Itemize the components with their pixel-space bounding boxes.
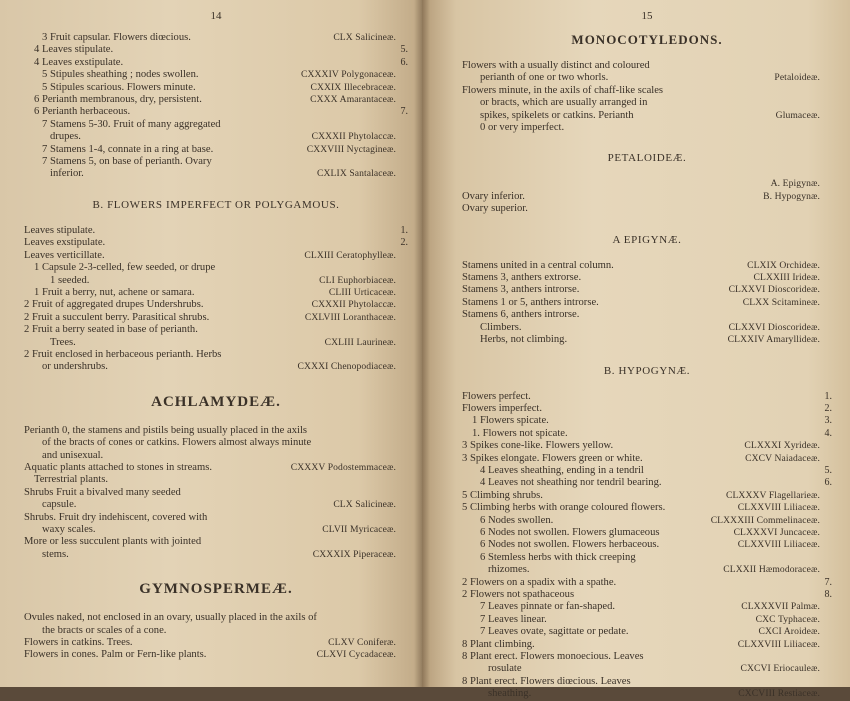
- key-line: [24, 57, 408, 69]
- key-text: rhizomes.: [488, 564, 530, 576]
- key-text: sheathing.: [488, 688, 532, 700]
- key-text: Leaves exstipulate.: [24, 237, 106, 249]
- key-text: the bracts or scales of a cone.: [42, 624, 167, 636]
- key-text: 5 Climbing shrubs.: [462, 489, 543, 501]
- lead-number: 6.: [400, 56, 408, 68]
- key-text: Leaves stipulate.: [24, 224, 96, 236]
- key-line: [24, 337, 408, 349]
- family-reference: CLXXXVII Palmæ.: [741, 601, 820, 613]
- key-text: inferior.: [50, 168, 84, 180]
- key-line: [24, 106, 408, 118]
- family-reference: CLVII Myricaceæ.: [322, 524, 396, 535]
- key-text: Flowers with a usually distinct and coloured: [462, 60, 650, 71]
- section-heading: B. FLOWERS IMPERFECT OR POLYGAMOUS.: [92, 198, 340, 211]
- family-reference: CXCVIII Restiaceæ.: [738, 688, 820, 700]
- key-line: [462, 477, 832, 489]
- key-line: [24, 499, 408, 511]
- lead-number: 1.: [824, 390, 832, 402]
- key-text: 6 Perianth membranous, dry, persistent.: [34, 94, 202, 106]
- section-heading: A EPIGYNÆ.: [612, 233, 682, 246]
- key-text: Stamens 1 or 5, anthers introrse.: [462, 296, 599, 308]
- key-line: [462, 688, 832, 700]
- key-text: 4 Leaves exstipulate.: [34, 56, 124, 68]
- family-reference: CLXXII Hæmodoraceæ.: [723, 564, 820, 576]
- key-text: 1 Fruit a berry, nut, achene or samara.: [34, 286, 195, 298]
- key-line: [24, 225, 408, 237]
- family-reference: CXXX Amarantaceæ.: [310, 94, 396, 106]
- key-text: drupes.: [50, 131, 81, 143]
- key-line: [462, 428, 832, 440]
- family-reference: CXLVIII Loranthaceæ.: [304, 311, 396, 323]
- key-line: [462, 297, 832, 309]
- key-line: [462, 284, 832, 296]
- key-line: [24, 119, 408, 131]
- key-line: [24, 168, 408, 180]
- key-text: Terrestrial plants.: [34, 474, 108, 486]
- family-reference: CXLIX Santalaceæ.: [317, 168, 396, 180]
- key-line: [462, 589, 832, 601]
- key-text: Shrubs Fruit a bivalved many seeded: [24, 486, 181, 498]
- key-line: [24, 69, 408, 81]
- key-text: 4 Leaves stipulate.: [34, 44, 114, 56]
- family-reference: CXXXV Podostemmaceæ.: [290, 461, 396, 473]
- family-reference: CXLIII Laurineæ.: [324, 336, 396, 348]
- family-reference: CLI Euphorbiaceæ.: [319, 274, 396, 286]
- key-line: [462, 110, 832, 122]
- lead-number: 4.: [824, 427, 832, 439]
- key-line: [462, 601, 832, 613]
- key-text: or bracts, which are usually arranged in: [480, 97, 648, 109]
- key-text: stems.: [42, 548, 69, 560]
- family-reference: Glumaceæ.: [775, 109, 820, 121]
- key-line: [462, 676, 832, 688]
- key-text: 1 Capsule 2-3-celled, few seeded, or drupe: [34, 262, 216, 274]
- key-line: [462, 552, 832, 564]
- lead-number: 1.: [400, 224, 408, 236]
- key-text: Stamens united in a central column.: [462, 259, 614, 271]
- key-text: or undershrubs.: [42, 361, 108, 373]
- key-text: 5 Stipules scarious. Flowers minute.: [42, 81, 196, 93]
- right-page: [422, 0, 850, 700]
- key-line: [24, 237, 408, 249]
- key-line: [462, 564, 832, 576]
- family-reference: CXCVI Eriocauleæ.: [740, 663, 820, 675]
- key-block: [24, 32, 408, 181]
- key-text: Perianth 0, the stamens and pistils being usually placed in the axils: [24, 424, 308, 436]
- lead-number: 7.: [400, 106, 408, 118]
- key-text: waxy scales.: [42, 524, 96, 535]
- key-line: [462, 440, 832, 452]
- key-text: Aquatic plants attached to stones in streams.: [24, 461, 212, 473]
- key-text: Shrubs. Fruit dry indehiscent, covered with: [24, 511, 208, 523]
- key-text: Flowers in catkins. Trees.: [24, 637, 133, 649]
- key-text: and unisexual.: [42, 449, 104, 461]
- key-text: Trees.: [50, 336, 76, 348]
- key-line: [462, 260, 832, 272]
- key-block: [462, 391, 832, 701]
- key-text: spikes, spikelets or catkins. Perianth: [480, 109, 634, 121]
- key-text: 2 Flowers not spathaceous: [462, 589, 575, 600]
- key-line: [24, 524, 408, 536]
- key-text: 3 Fruit capsular. Flowers diœcious.: [42, 32, 191, 43]
- key-text: Flowers perfect.: [462, 390, 531, 402]
- family-reference: CLXVI Cycadaceæ.: [316, 649, 396, 661]
- key-line: [462, 465, 832, 477]
- key-line: [462, 663, 832, 675]
- key-line: [462, 577, 832, 589]
- key-line: [462, 85, 832, 97]
- key-line: [24, 649, 408, 661]
- key-line: [24, 156, 408, 168]
- key-line: [24, 512, 408, 524]
- key-line: [462, 651, 832, 663]
- family-reference: Petaloideæ.: [774, 72, 820, 84]
- key-line: [462, 272, 832, 284]
- key-line: [462, 403, 832, 415]
- lead-number: 8.: [824, 589, 832, 600]
- family-reference: CLX Salicineæ.: [333, 32, 396, 43]
- family-reference: CLXXXI Xyrideæ.: [744, 440, 820, 452]
- lead-number: 2.: [400, 237, 408, 249]
- key-text: Stamens 6, anthers introrse.: [462, 309, 580, 321]
- page-number: 15: [641, 10, 653, 22]
- key-text: Flowers imperfect.: [462, 402, 543, 414]
- key-line: [462, 490, 832, 502]
- key-line: [462, 391, 832, 403]
- key-line: [462, 626, 832, 638]
- key-line: [462, 334, 832, 346]
- key-line: [24, 450, 408, 462]
- lead-number: 6.: [824, 477, 832, 489]
- key-text: 8 Plant climbing.: [462, 638, 535, 650]
- key-line: [462, 515, 832, 527]
- family-reference: CXXVIII Nyctagineæ.: [306, 143, 396, 155]
- key-line: [462, 539, 832, 551]
- key-text: Ovary superior.: [462, 203, 528, 215]
- key-line: [462, 97, 832, 109]
- key-line: [462, 527, 832, 539]
- key-text: rosulate: [488, 663, 522, 675]
- key-line: [24, 349, 408, 361]
- key-line: [24, 44, 408, 56]
- family-reference: A. Epigynæ.: [770, 178, 820, 190]
- family-reference: CLXXVI Dioscorideæ.: [728, 321, 820, 333]
- key-text: 7 Leaves pinnate or fan-shaped.: [480, 601, 616, 613]
- key-line: [24, 262, 408, 274]
- family-reference: CXCI Aroideæ.: [758, 626, 820, 638]
- key-text: 1 seeded.: [50, 274, 90, 286]
- key-text: Leaves verticillate.: [24, 249, 105, 261]
- key-text: Flowers minute, in the axils of chaff-like scales: [462, 84, 664, 96]
- section-heading: GYMNOSPERMEÆ.: [139, 581, 293, 598]
- family-reference: CLXXVIII Liliaceæ.: [737, 502, 820, 514]
- key-line: [462, 191, 832, 203]
- lead-number: 3.: [824, 415, 832, 427]
- key-line: [24, 625, 408, 637]
- family-reference: CLXXXVI Juncaceæ.: [733, 526, 820, 538]
- family-reference: CLXX Scitamineæ.: [742, 296, 820, 308]
- family-reference: CXXXIV Polygonaceæ.: [301, 69, 396, 81]
- key-text: 7 Stamens 1-4, connate in a ring at base.: [42, 143, 214, 155]
- key-line: [462, 639, 832, 651]
- key-line: [462, 453, 832, 465]
- key-line: [462, 415, 832, 427]
- key-block: [24, 225, 408, 374]
- key-line: [24, 275, 408, 287]
- key-line: [462, 309, 832, 321]
- key-text: 7 Leaves ovate, sagittate or pedate.: [480, 626, 629, 638]
- section-heading: PETALOIDEÆ.: [607, 152, 687, 165]
- key-block: [24, 612, 408, 662]
- key-text: More or less succulent plants with jointed: [24, 536, 202, 548]
- key-text: 5 Climbing herbs with orange coloured flowers.: [462, 502, 666, 514]
- key-line: [462, 203, 832, 215]
- key-line: [462, 178, 832, 190]
- family-reference: CLXXIII Irideæ.: [753, 272, 820, 284]
- key-text: 6 Nodes swollen.: [480, 514, 554, 526]
- key-text: 2 Fruit of aggregated drupes Undershrubs.: [24, 299, 204, 311]
- key-text: 1 Flowers spicate.: [472, 415, 549, 427]
- page-number: 14: [210, 10, 222, 22]
- family-reference: CXXXII Phytolaccæ.: [311, 299, 396, 311]
- key-text: Ovary inferior.: [462, 190, 525, 202]
- key-text: 7 Stamens 5, on base of perianth. Ovary: [42, 156, 212, 168]
- family-reference: CXXIX Illecebraceæ.: [310, 81, 396, 93]
- key-line: [462, 122, 832, 134]
- key-line: [462, 322, 832, 334]
- key-text: 6 Nodes not swollen. Flowers herbaceous.: [480, 539, 660, 551]
- family-reference: CXXXII Phytolaccæ.: [311, 131, 396, 143]
- key-text: Stamens 3, anthers extrorse.: [462, 272, 582, 284]
- key-line: [462, 614, 832, 626]
- key-text: of the bracts of cones or catkins. Flowers almost always minute: [42, 437, 312, 449]
- key-line: [24, 612, 408, 624]
- key-line: [24, 637, 408, 649]
- key-line: [24, 474, 408, 486]
- family-reference: CLXIII Ceratophylleæ.: [304, 249, 396, 261]
- key-line: [24, 287, 408, 299]
- key-text: 2 Fruit a berry seated in base of perianth.: [24, 324, 198, 336]
- key-line: [462, 72, 832, 84]
- key-text: 2 Flowers on a spadix with a spathe.: [462, 576, 617, 588]
- family-reference: B. Hypogynæ.: [763, 190, 820, 202]
- key-text: 7 Stamens 5-30. Fruit of many aggregated: [42, 118, 221, 130]
- key-line: [24, 299, 408, 311]
- key-text: 1. Flowers not spicate.: [472, 427, 568, 439]
- key-line: [24, 312, 408, 324]
- family-reference: CXXXIX Piperaceæ.: [312, 548, 396, 560]
- family-reference: CLIII Urticaceæ.: [328, 286, 396, 298]
- key-text: 4 Leaves not sheathing nor tendril bearing.: [480, 477, 662, 489]
- family-reference: CLXXIV Amaryllideæ.: [727, 334, 820, 346]
- family-reference: CLXXVI Dioscorideæ.: [728, 284, 820, 296]
- key-line: [24, 32, 408, 44]
- lead-number: 5.: [400, 44, 408, 56]
- family-reference: CLXXVIII Liliaceæ.: [737, 638, 820, 650]
- family-reference: CLXV Coniferæ.: [328, 637, 396, 649]
- key-text: perianth of one or two whorls.: [480, 72, 609, 84]
- key-text: Ovules naked, not enclosed in an ovary, usually placed in the axils of: [24, 612, 317, 624]
- key-text: Climbers.: [480, 321, 522, 333]
- key-text: 2 Fruit enclosed in herbaceous perianth. Herbs: [24, 348, 222, 360]
- key-block: [24, 425, 408, 561]
- key-line: [24, 425, 408, 437]
- key-line: [24, 361, 408, 373]
- key-line: [24, 536, 408, 548]
- key-line: [24, 324, 408, 336]
- key-text: 6 Perianth herbaceous.: [34, 106, 131, 118]
- key-line: [462, 60, 832, 72]
- family-reference: CXXXI Chenopodiaceæ.: [297, 361, 396, 373]
- family-reference: CLXXVIII Liliaceæ.: [737, 539, 820, 551]
- key-text: 8 Plant erect. Flowers diœcious. Leaves: [462, 675, 631, 687]
- key-text: 2 Fruit a succulent berry. Parasitical shrubs.: [24, 311, 210, 323]
- lead-number: 5.: [824, 464, 832, 476]
- key-text: 7 Leaves linear.: [480, 613, 547, 625]
- key-line: [24, 549, 408, 561]
- key-text: Herbs, not climbing.: [480, 334, 568, 346]
- left-page: [0, 0, 422, 687]
- family-reference: CXCV Naiadaceæ.: [745, 452, 820, 464]
- section-heading: ACHLAMYDEÆ.: [151, 393, 281, 410]
- key-text: 6 Stemless herbs with thick creeping: [480, 551, 636, 563]
- key-line: [24, 82, 408, 94]
- key-text: Stamens 3, anthers introrse.: [462, 284, 580, 296]
- key-text: 0 or very imperfect.: [480, 122, 565, 134]
- key-line: [24, 437, 408, 449]
- key-text: 8 Plant erect. Flowers monoecious. Leaves: [462, 651, 644, 663]
- key-text: 3 Spikes cone-like. Flowers yellow.: [462, 440, 614, 452]
- key-text: 3 Spikes elongate. Flowers green or white.: [462, 452, 643, 464]
- key-line: [24, 462, 408, 474]
- key-line: [24, 94, 408, 106]
- key-line: [462, 502, 832, 514]
- key-text: 4 Leaves sheathing, ending in a tendril: [480, 464, 644, 476]
- key-text: capsule.: [42, 499, 77, 511]
- family-reference: CLXXXV Flagellarieæ.: [725, 489, 820, 501]
- key-line: [24, 144, 408, 156]
- section-heading: B. HYPOGYNÆ.: [603, 364, 691, 377]
- section-heading: MONOCOTYLEDONS.: [571, 32, 723, 47]
- family-reference: CLX Salicineæ.: [333, 499, 396, 511]
- key-line: [24, 131, 408, 143]
- key-block: [462, 178, 832, 215]
- lead-number: 2.: [824, 402, 832, 414]
- key-text: 5 Stipules sheathing ; nodes swollen.: [42, 69, 199, 81]
- key-block: [462, 260, 832, 347]
- key-line: [24, 487, 408, 499]
- family-reference: CLXIX Orchideæ.: [747, 259, 820, 271]
- key-block: [462, 60, 832, 134]
- lead-number: 7.: [824, 576, 832, 588]
- key-text: 6 Nodes not swollen. Flowers glumaceous: [480, 526, 660, 538]
- key-text: Flowers in cones. Palm or Fern-like plants.: [24, 649, 207, 661]
- key-line: [24, 250, 408, 262]
- family-reference: CXC Typhaceæ.: [755, 613, 820, 625]
- family-reference: CLXXXIII Commelinaceæ.: [710, 514, 820, 526]
